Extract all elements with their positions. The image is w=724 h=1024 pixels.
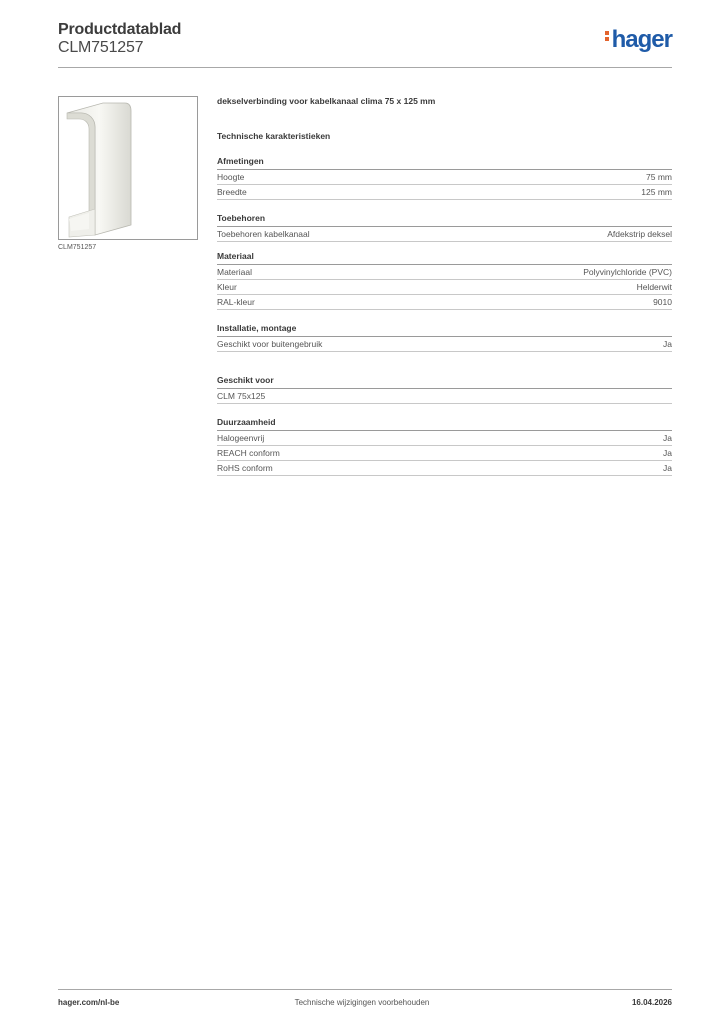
logo-dots-icon	[605, 29, 610, 43]
spec-row	[217, 170, 672, 185]
cable-duct-cover-joint-icon	[59, 97, 197, 239]
spec-label: Toebehoren kabelkanaal	[217, 229, 310, 239]
spec-row	[217, 185, 672, 200]
spec-row	[217, 280, 672, 295]
spec-label: Hoogte	[217, 172, 245, 182]
spec-label: RoHS conform	[217, 463, 273, 473]
spec-value: Ja	[663, 433, 672, 443]
group-title: Installatie, montage	[217, 323, 672, 337]
group-title: Materiaal	[217, 251, 672, 265]
group-title: Duurzaamheid	[217, 417, 672, 431]
hager-logo	[605, 28, 672, 52]
footer-divider	[58, 989, 672, 990]
spec-group-materiaal	[217, 251, 672, 310]
spec-label: Halogeenvrij	[217, 433, 265, 443]
spec-value: Polyvinylchloride (PVC)	[583, 267, 672, 277]
spec-group-afmetingen	[217, 156, 672, 200]
spec-value: Helderwit	[636, 282, 672, 292]
spec-row	[217, 337, 672, 352]
footer-website-link[interactable]: hager.com/nl-be	[58, 998, 120, 1007]
spec-row	[217, 295, 672, 310]
product-image	[58, 96, 198, 240]
spec-label: Kleur	[217, 282, 237, 292]
spec-row	[217, 431, 672, 446]
spec-group-installatie	[217, 323, 672, 352]
group-title: Geschikt voor	[217, 375, 672, 389]
spec-value: Ja	[663, 339, 672, 349]
product-description: dekselverbinding voor kabelkanaal clima 75 x 125 mm	[217, 96, 436, 106]
spec-label: RAL-kleur	[217, 297, 255, 307]
spec-row	[217, 446, 672, 461]
spec-value: 9010	[653, 297, 672, 307]
spec-value: Ja	[663, 448, 672, 458]
spec-row	[217, 461, 672, 476]
spec-label: Breedte	[217, 187, 247, 197]
page-title: Productdatablad	[58, 21, 182, 38]
spec-value: 125 mm	[641, 187, 672, 197]
spec-row	[217, 227, 672, 242]
group-title: Afmetingen	[217, 156, 672, 170]
image-caption: CLM751257	[58, 244, 97, 251]
footer-date: 16.04.2026	[631, 998, 672, 1007]
spec-label: REACH conform	[217, 448, 280, 458]
spec-value: Ja	[663, 463, 672, 473]
spec-row	[217, 265, 672, 280]
spec-label: Materiaal	[217, 267, 252, 277]
group-title: Toebehoren	[217, 213, 672, 227]
footer-disclaimer: Technische wijzigingen voorbehouden	[294, 998, 430, 1007]
logo-text: hager	[611, 26, 672, 53]
spec-group-geschikt-voor	[217, 375, 672, 404]
spec-label: CLM 75x125	[217, 391, 266, 401]
spec-group-toebehoren	[217, 213, 672, 242]
product-code: CLM751257	[58, 39, 144, 56]
spec-row	[217, 389, 672, 404]
spec-value: 75 mm	[646, 172, 672, 182]
product-spec-content	[217, 96, 672, 476]
header-divider	[58, 67, 672, 68]
section-heading: Technische karakteristieken	[217, 131, 331, 141]
spec-value: Afdekstrip deksel	[607, 229, 672, 239]
spec-group-duurzaamheid	[217, 417, 672, 476]
spec-label: Geschikt voor buitengebruik	[217, 339, 323, 349]
